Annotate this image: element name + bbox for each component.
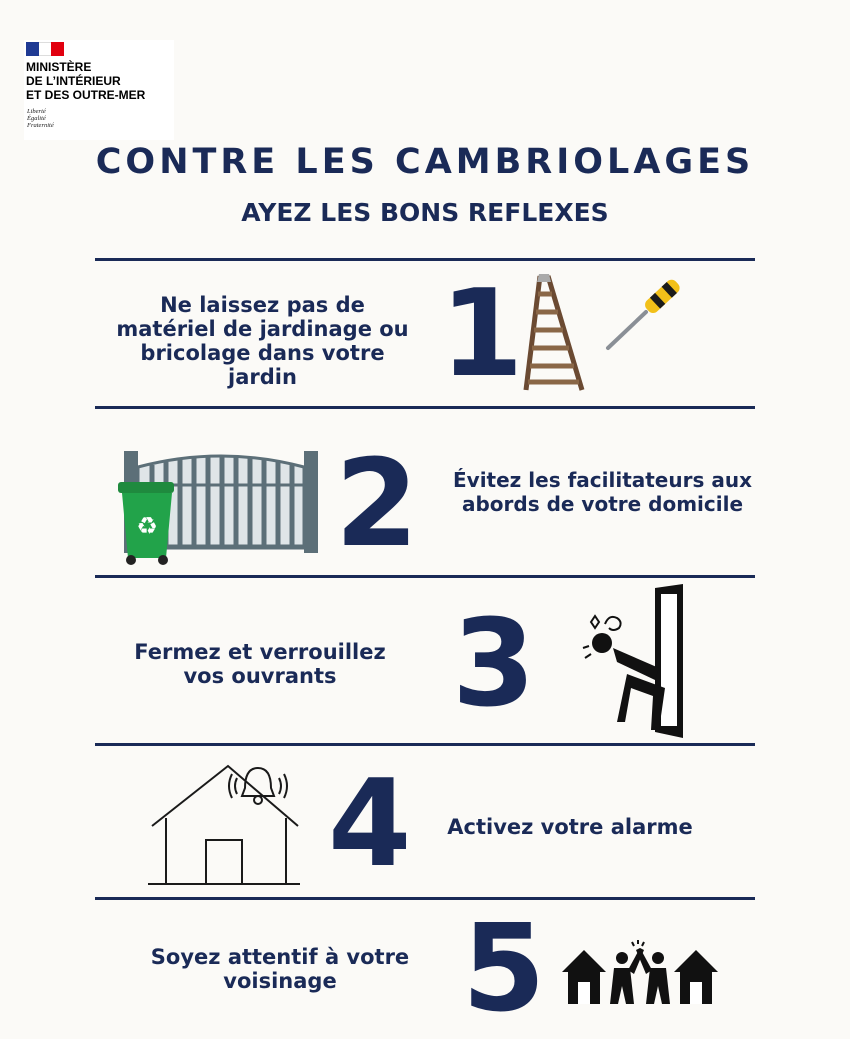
tip-5-number: 5 xyxy=(462,900,546,1039)
motto-line: Fraternité xyxy=(27,122,54,129)
tip-5-text xyxy=(120,945,440,993)
ladder-icon xyxy=(520,272,600,394)
tip-line: jardin xyxy=(228,365,297,389)
motto-line: Liberté xyxy=(27,108,46,115)
tip-line: Activez votre alarme xyxy=(447,815,693,839)
tip-2-text xyxy=(430,468,775,516)
tip-line: vos ouvrants xyxy=(183,664,337,688)
tip-line: Évitez les facilitateurs aux xyxy=(453,468,752,492)
ministry-line: ET DES OUTRE-MER xyxy=(26,88,146,102)
trash-bin-icon xyxy=(116,478,178,566)
ministry-line: DE L’INTÉRIEUR xyxy=(26,74,121,88)
neighbors-icon xyxy=(560,938,720,1008)
divider xyxy=(95,258,755,261)
tip-line: voisinage xyxy=(223,969,337,993)
divider xyxy=(95,575,755,578)
tip-line: bricolage dans votre xyxy=(140,341,385,365)
tip-3-number: 3 xyxy=(452,595,536,734)
ministry-name xyxy=(26,60,145,102)
tip-line: Soyez attentif à votre xyxy=(150,945,410,969)
tip-4-text xyxy=(430,815,710,839)
tip-line: matériel de jardinage ou xyxy=(116,317,409,341)
svg-text:♻: ♻ xyxy=(136,512,158,540)
tip-1-text xyxy=(90,293,435,389)
divider xyxy=(95,406,755,409)
french-flag-icon xyxy=(26,42,64,56)
tip-4-number: 4 xyxy=(328,755,412,894)
divider xyxy=(95,743,755,746)
tip-line: Ne laissez pas de xyxy=(160,293,365,317)
motto xyxy=(27,108,54,129)
tip-3-text xyxy=(100,640,420,688)
intruder-door-icon xyxy=(575,582,690,742)
house-alarm-icon xyxy=(148,760,308,890)
tip-1-number: 1 xyxy=(440,265,524,404)
ministry-logo xyxy=(24,40,174,140)
tip-line: abords de votre domicile xyxy=(461,492,744,516)
page-title: CONTRE LES CAMBRIOLAGES xyxy=(95,142,755,182)
screwdriver-icon xyxy=(600,274,685,354)
tip-2-number: 2 xyxy=(335,435,419,574)
divider xyxy=(95,897,755,900)
tip-line: Fermez et verrouillez xyxy=(134,640,386,664)
page-subtitle: AYEZ LES BONS REFLEXES xyxy=(241,198,609,227)
motto-line: Égalité xyxy=(27,115,46,122)
ministry-line: MINISTÈRE xyxy=(26,60,92,74)
